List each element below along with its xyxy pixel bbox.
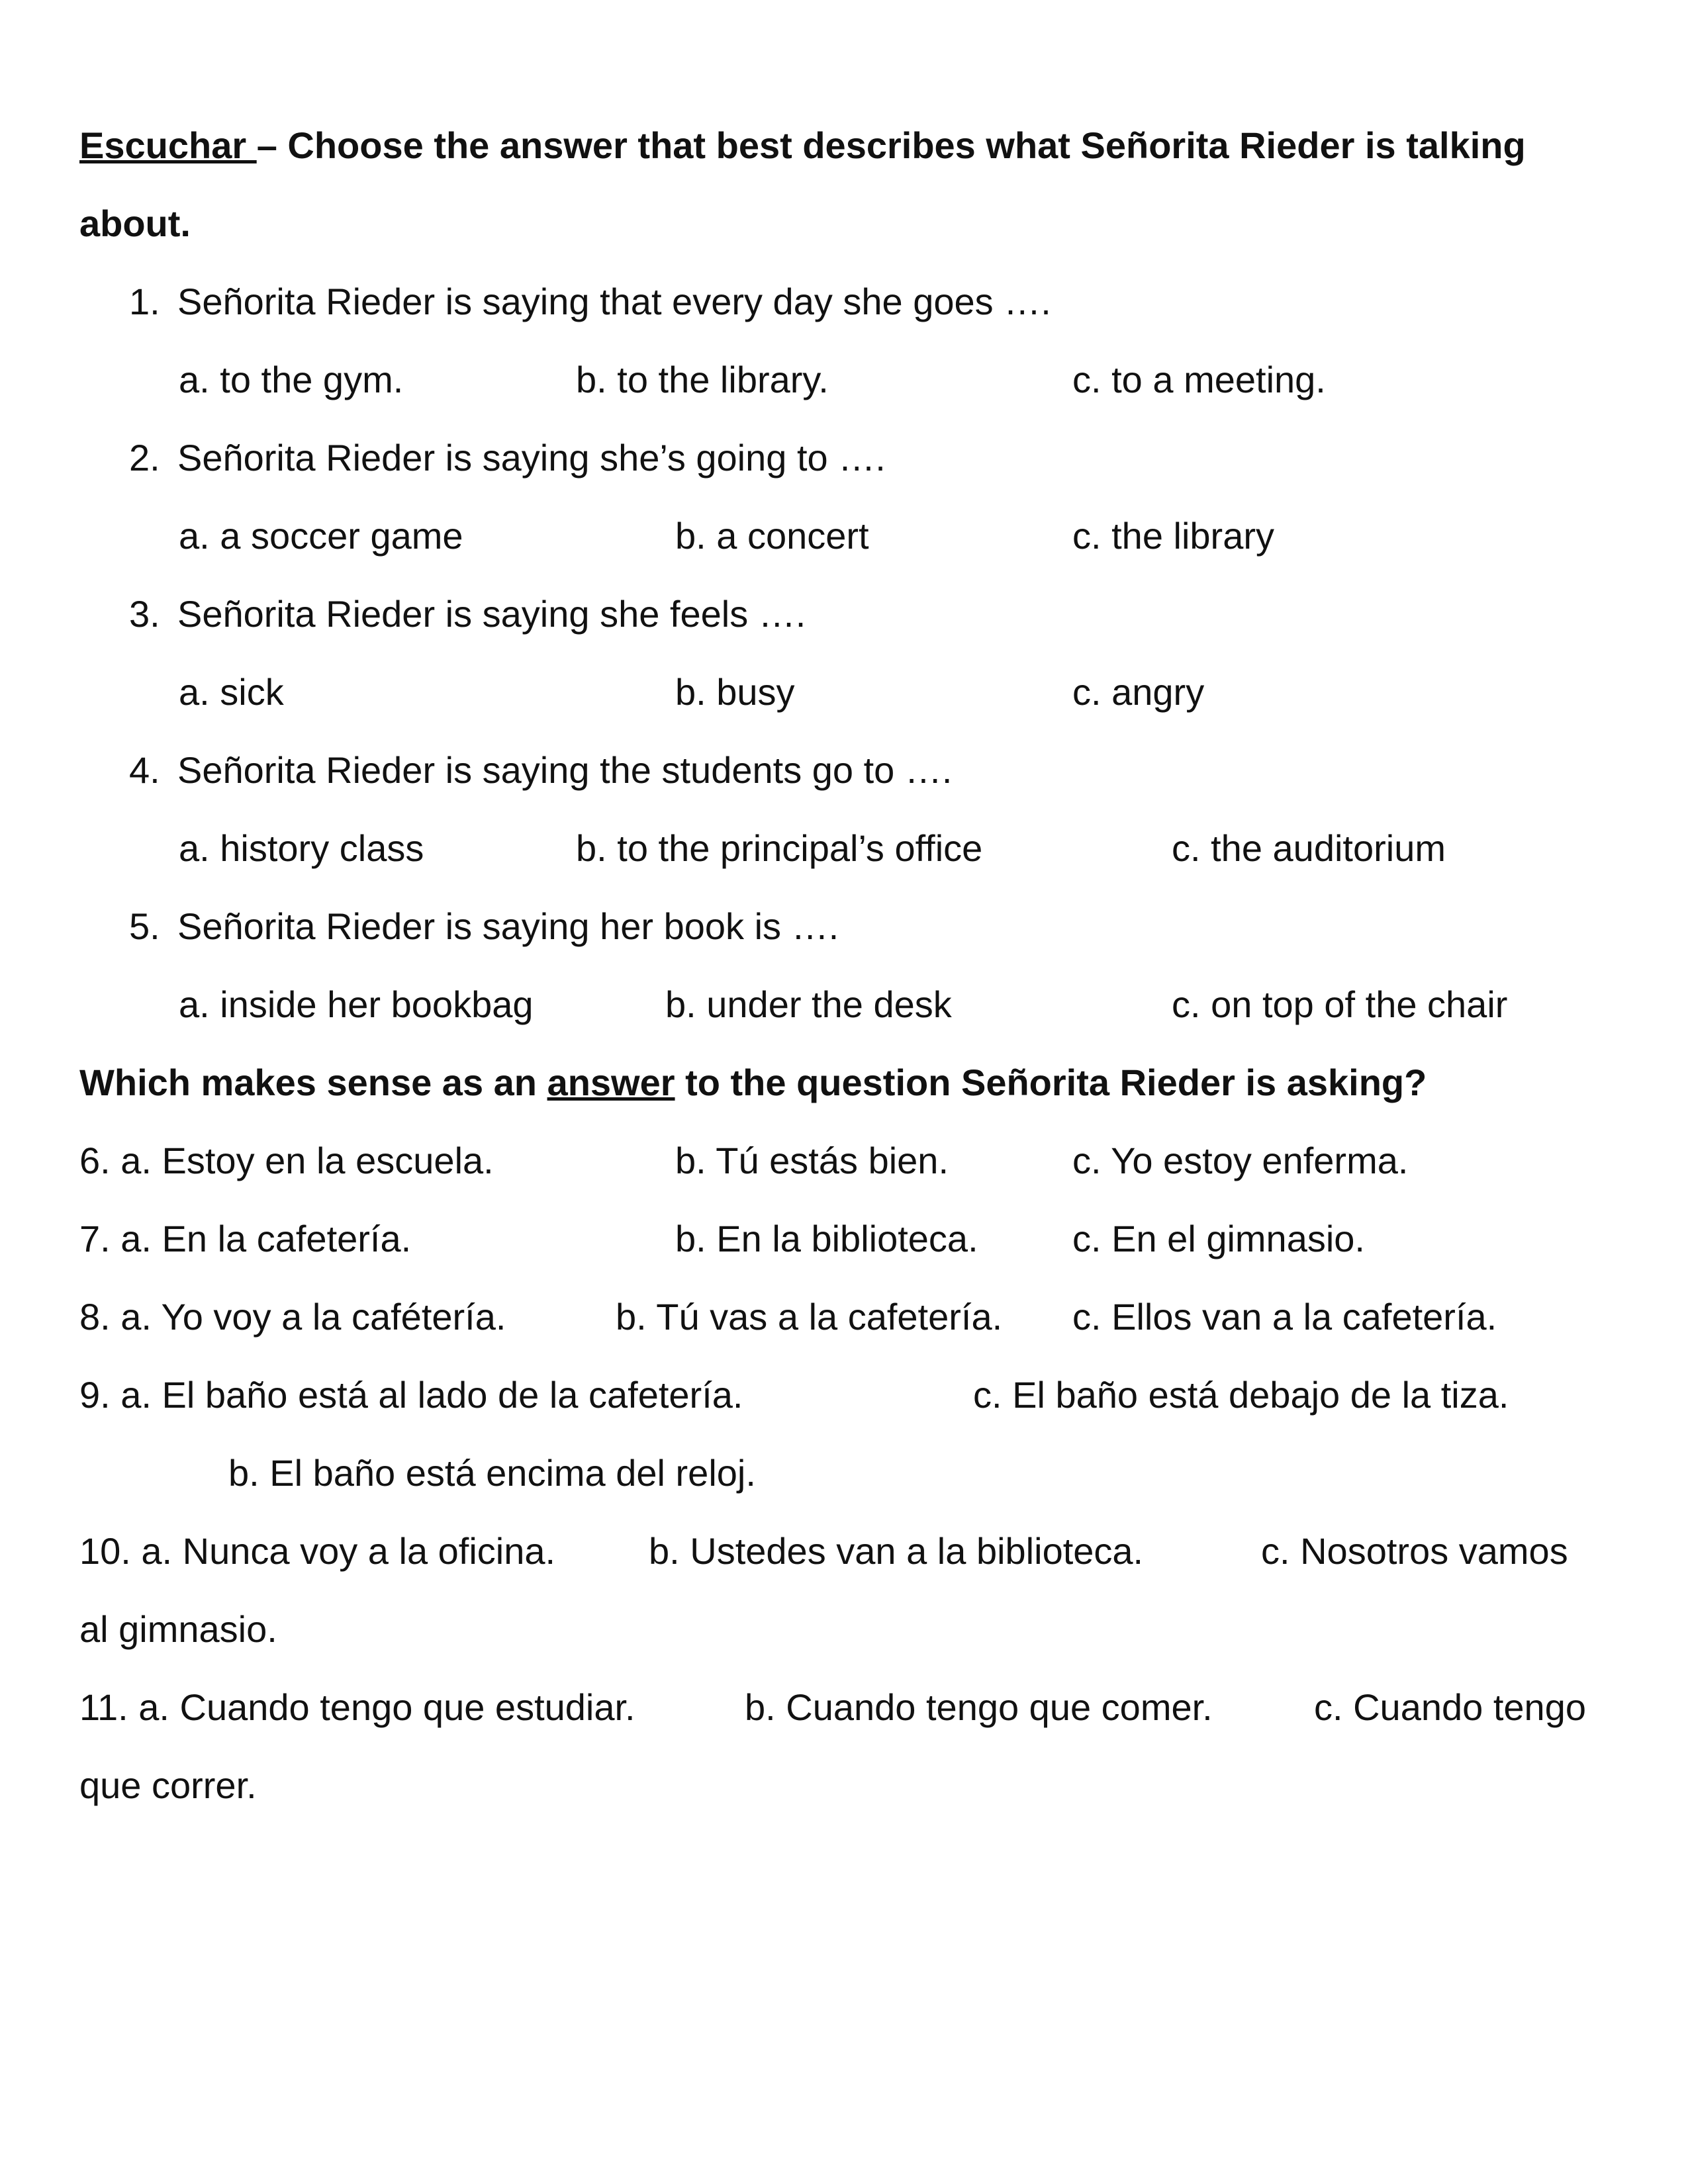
- question-3-prompt: Señorita Rieder is saying she feels ….: [177, 593, 806, 635]
- question-1-prompt: Señorita Rieder is saying that every day she goes ….: [177, 281, 1051, 322]
- question-10-option-b: b. Ustedes van a la biblioteca.: [649, 1530, 1144, 1572]
- question-2-option-a: a. a soccer game: [179, 515, 463, 557]
- question-2-prompt: Señorita Rieder is saying she’s going to ….: [177, 437, 886, 478]
- section-title-escuchar: Escuchar: [79, 124, 257, 166]
- part-2-heading-post: to the question Señorita Rieder is asking?: [675, 1062, 1427, 1103]
- question-3-option-c: c. angry: [1072, 671, 1205, 713]
- question-7-option-b: b. En la biblioteca.: [675, 1218, 978, 1259]
- question-2-option-c: c. the library: [1072, 515, 1274, 557]
- question-8-option-a: 8. a. Yo voy a la caféteríа.: [79, 1296, 506, 1338]
- question-9-option-c: c. El baño está debajo de la tiza.: [973, 1374, 1509, 1416]
- part-2-heading-pre: Which makes sense as an: [79, 1062, 547, 1103]
- question-9-option-b: b. El baño está encima del reloj.: [228, 1452, 756, 1494]
- question-10-option-c: c. Nosotros vamos: [1261, 1530, 1568, 1572]
- question-5-option-c: c. on top of the chair: [1172, 983, 1508, 1025]
- question-4-option-b: b. to the principal’s office: [576, 827, 983, 869]
- question-3-option-a: a. sick: [179, 671, 284, 713]
- question-5-prompt: Señorita Rieder is saying her book is ….: [177, 905, 839, 947]
- instructions-text: – Choose the answer that best describes what Señorita Rieder is talking: [256, 124, 1526, 166]
- question-1-option-c: c. to a meeting.: [1072, 359, 1326, 400]
- question-2-number: 2.: [129, 437, 160, 478]
- question-6-option-c: c. Yo estoy enferma.: [1072, 1140, 1409, 1181]
- question-7-option-a: 7. a. En la cafetería.: [79, 1218, 412, 1259]
- question-4-option-a: a. history class: [179, 827, 424, 869]
- question-10-option-a: 10. a. Nunca voy a la oficina.: [79, 1530, 556, 1572]
- question-9-option-a: 9. a. El baño está al lado de la cafetería.: [79, 1374, 743, 1416]
- question-11-option-a: 11. a. Cuando tengo que estudiar.: [79, 1686, 635, 1728]
- question-11-option-b: b. Cuando tengo que comer.: [745, 1686, 1213, 1728]
- question-5-option-a: a. inside her bookbag: [179, 983, 534, 1025]
- question-6-option-a: 6. a. Estoy en la escuela.: [79, 1140, 494, 1181]
- question-2-option-b: b. a concert: [675, 515, 869, 557]
- instructions-continuation: about.: [79, 203, 191, 244]
- question-1-option-a: a. to the gym.: [179, 359, 404, 400]
- part-2-heading: [79, 1059, 1427, 1107]
- part-2-heading-answer: answer: [547, 1062, 675, 1103]
- question-4-number: 4.: [129, 749, 160, 791]
- question-7-option-c: c. En el gimnasio.: [1072, 1218, 1365, 1259]
- question-4-prompt: Señorita Rieder is saying the students go to ….: [177, 749, 953, 791]
- question-10-option-c-continuation: al gimnasio.: [79, 1608, 277, 1650]
- question-3-option-b: b. busy: [675, 671, 795, 713]
- question-11-option-c-continuation: que correr.: [79, 1764, 257, 1806]
- question-11-option-c: c. Cuando tengo: [1314, 1686, 1586, 1728]
- question-1-number: 1.: [129, 281, 160, 322]
- instructions-heading: [79, 122, 1526, 169]
- question-5-option-b: b. under the desk: [665, 983, 952, 1025]
- question-5-number: 5.: [129, 905, 160, 947]
- question-3-number: 3.: [129, 593, 160, 635]
- question-8-option-b: b. Tú vas a la cafetería.: [616, 1296, 1003, 1338]
- question-4-option-c: c. the auditorium: [1172, 827, 1446, 869]
- question-1-option-b: b. to the library.: [576, 359, 829, 400]
- question-8-option-c: c. Ellos van a la cafetería.: [1072, 1296, 1497, 1338]
- question-6-option-b: b. Tú estás bien.: [675, 1140, 949, 1181]
